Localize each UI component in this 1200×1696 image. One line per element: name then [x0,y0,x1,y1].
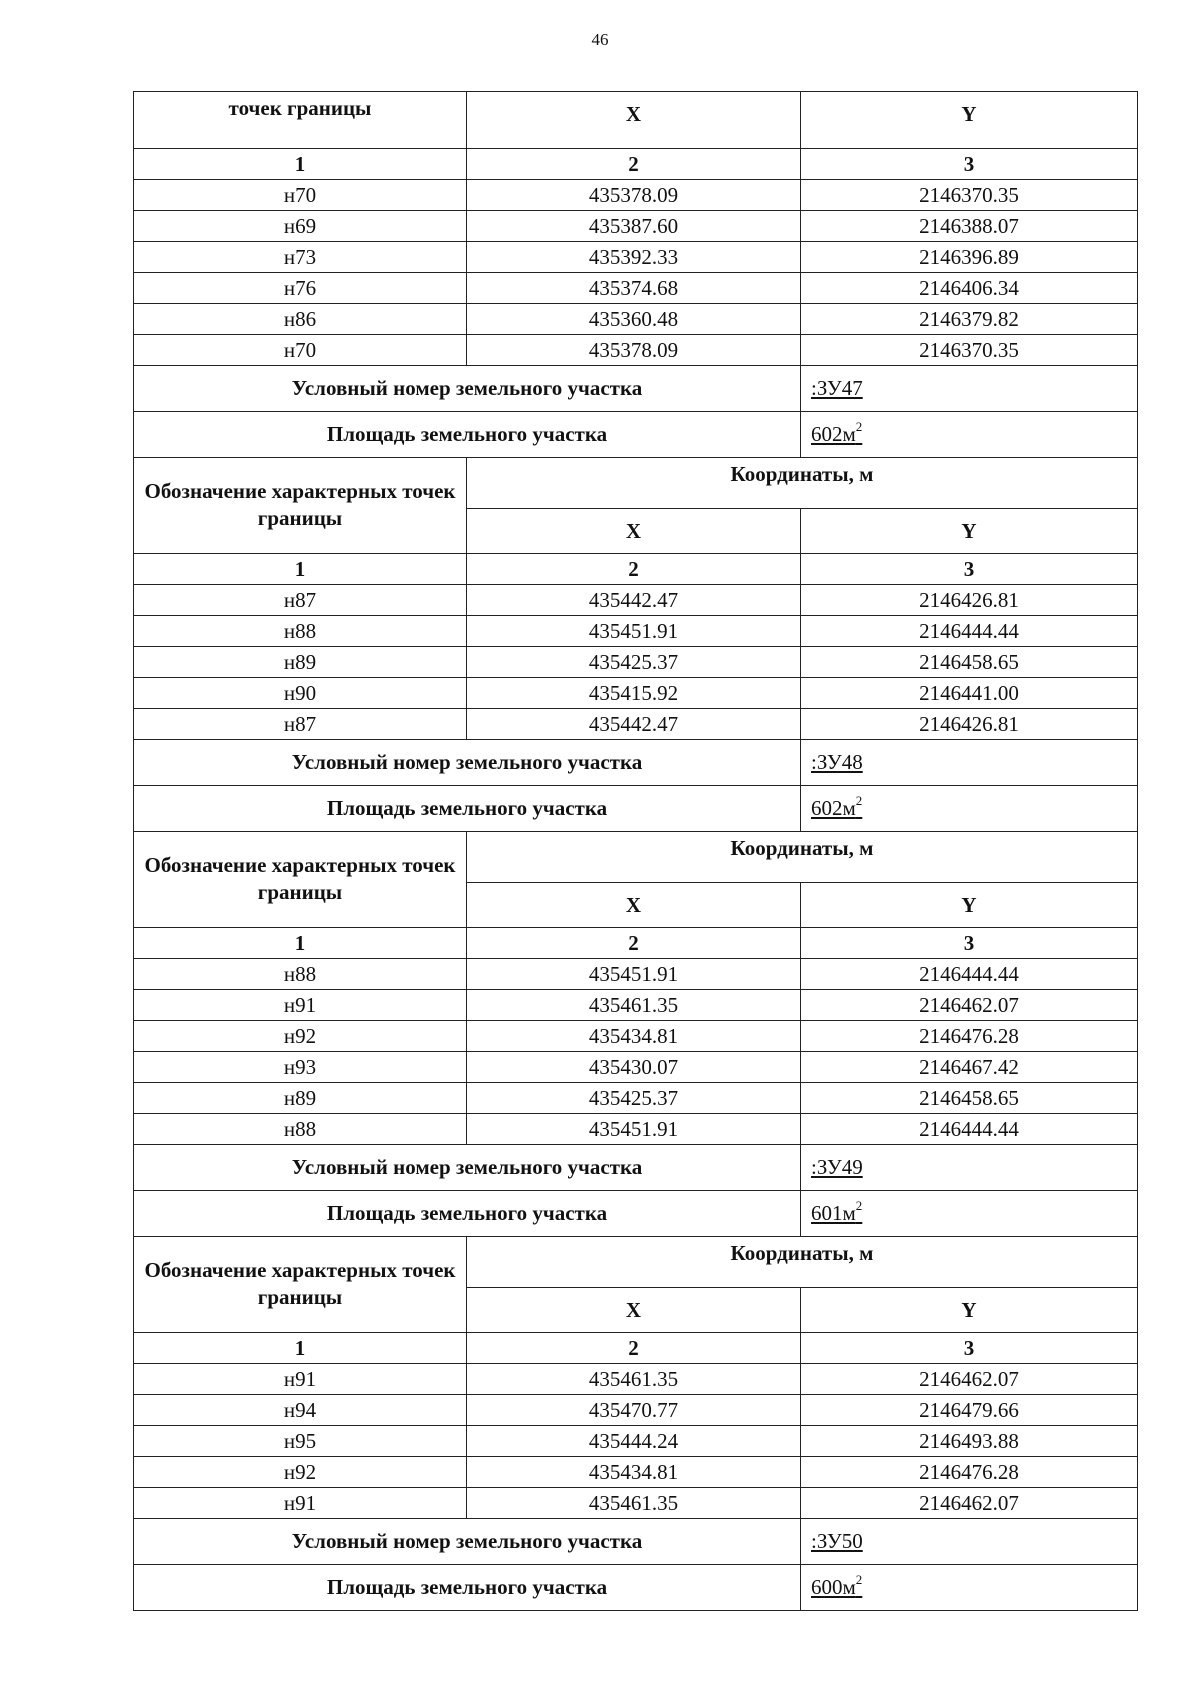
table-row [134,1364,1138,1395]
point-label: н87 [134,585,467,616]
coordinates-table [133,91,1138,1611]
table-row [134,211,1138,242]
y-coordinate: 2146379.82 [801,304,1138,335]
x-coordinate: 435425.37 [467,1083,801,1114]
point-label: н90 [134,678,467,709]
column-y-header: Y [801,92,1138,149]
table-header-row [134,458,1138,509]
table-row [134,1083,1138,1114]
point-label: н92 [134,1021,467,1052]
point-label: н91 [134,1364,467,1395]
coordinates-header: Координаты, м [467,832,1138,883]
y-coordinate: 2146441.00 [801,678,1138,709]
point-label: н70 [134,335,467,366]
x-coordinate: 435451.91 [467,1114,801,1145]
table-row [134,335,1138,366]
column-number: 2 [467,1333,801,1364]
area-unit: м [842,1575,856,1599]
y-coordinate: 2146467.42 [801,1052,1138,1083]
parcel-number: :ЗУ48 [811,750,863,774]
area-number: 602 [811,796,843,820]
header-label: Обозначение характерных точек границы [134,1237,467,1333]
x-coordinate: 435470.77 [467,1395,801,1426]
parcel-number-cell [801,1519,1138,1565]
x-coordinate: 435451.91 [467,959,801,990]
x-coordinate: 435461.35 [467,1488,801,1519]
column-number: 1 [134,149,467,180]
area-label: Площадь земельного участка [134,786,801,832]
table-header-row [134,92,1138,149]
x-coordinate: 435430.07 [467,1052,801,1083]
column-x-header: X [467,883,801,928]
point-label: н94 [134,1395,467,1426]
parcel-number-cell [801,1145,1138,1191]
x-coordinate: 435444.24 [467,1426,801,1457]
coordinates-header: Координаты, м [467,1237,1138,1288]
table-header-row [134,832,1138,883]
area-unit: м [842,796,856,820]
parcel-number-label: Условный номер земельного участка [134,1145,801,1191]
table-row [134,990,1138,1021]
area-cell [801,1565,1138,1611]
header-label: Обозначение характерных точек границы [134,458,467,554]
y-coordinate: 2146370.35 [801,335,1138,366]
table-row [134,647,1138,678]
column-number: 1 [134,1333,467,1364]
y-coordinate: 2146476.28 [801,1457,1138,1488]
table-row [134,585,1138,616]
table-row [134,709,1138,740]
point-label: н92 [134,1457,467,1488]
area-number: 601 [811,1201,843,1225]
point-label: н93 [134,1052,467,1083]
parcel-number-label: Условный номер земельного участка [134,740,801,786]
table-row [134,180,1138,211]
point-label: н70 [134,180,467,211]
x-coordinate: 435387.60 [467,211,801,242]
area-cell [801,1191,1138,1237]
area-unit-exponent: 2 [855,1198,863,1213]
table-row [134,1114,1138,1145]
parcel-number-row [134,366,1138,412]
area-number: 600 [811,1575,843,1599]
table-row [134,1021,1138,1052]
x-coordinate: 435392.33 [467,242,801,273]
y-coordinate: 2146458.65 [801,647,1138,678]
y-coordinate: 2146370.35 [801,180,1138,211]
x-coordinate: 435374.68 [467,273,801,304]
coordinates-document [133,91,1137,1611]
table-row [134,1426,1138,1457]
parcel-number-cell [801,740,1138,786]
page-number: 46 [591,30,609,49]
point-label: н88 [134,1114,467,1145]
area-value [811,1198,863,1225]
area-unit: м [842,1201,856,1225]
x-coordinate: 435461.35 [467,990,801,1021]
table-row [134,273,1138,304]
x-coordinate: 435378.09 [467,180,801,211]
table-row [134,616,1138,647]
area-unit-exponent: 2 [855,1572,863,1587]
y-coordinate: 2146406.34 [801,273,1138,304]
table-row [134,959,1138,990]
area-cell [801,786,1138,832]
area-value [811,1572,863,1599]
area-row [134,412,1138,458]
column-y-header: Y [801,883,1138,928]
table-row [134,1457,1138,1488]
column-number: 1 [134,928,467,959]
area-row [134,786,1138,832]
column-x-header: X [467,509,801,554]
area-unit-exponent: 2 [855,419,863,434]
point-label: н69 [134,211,467,242]
column-number: 2 [467,928,801,959]
coordinates-header: Координаты, м [467,458,1138,509]
point-label: н91 [134,990,467,1021]
column-x-header: X [467,1288,801,1333]
table-row [134,304,1138,335]
header-label-cont: точек границы [134,92,467,149]
area-label: Площадь земельного участка [134,1191,801,1237]
y-coordinate: 2146396.89 [801,242,1138,273]
column-number-row [134,1333,1138,1364]
area-label: Площадь земельного участка [134,1565,801,1611]
column-y-header: Y [801,1288,1138,1333]
table-row [134,1488,1138,1519]
x-coordinate: 435442.47 [467,585,801,616]
area-cell [801,412,1138,458]
parcel-number: :ЗУ50 [811,1529,863,1553]
column-number: 1 [134,554,467,585]
column-number: 2 [467,554,801,585]
y-coordinate: 2146493.88 [801,1426,1138,1457]
parcel-number-row [134,1145,1138,1191]
column-y-header: Y [801,509,1138,554]
point-label: н73 [134,242,467,273]
parcel-number-label: Условный номер земельного участка [134,1519,801,1565]
y-coordinate: 2146444.44 [801,616,1138,647]
point-label: н88 [134,616,467,647]
x-coordinate: 435442.47 [467,709,801,740]
y-coordinate: 2146458.65 [801,1083,1138,1114]
x-coordinate: 435360.48 [467,304,801,335]
x-coordinate: 435461.35 [467,1364,801,1395]
area-unit: м [842,422,856,446]
table-row [134,1395,1138,1426]
y-coordinate: 2146479.66 [801,1395,1138,1426]
y-coordinate: 2146462.07 [801,990,1138,1021]
parcel-number: :ЗУ47 [811,376,863,400]
x-coordinate: 435451.91 [467,616,801,647]
parcel-number-row [134,740,1138,786]
area-row [134,1565,1138,1611]
x-coordinate: 435434.81 [467,1021,801,1052]
header-label: Обозначение характерных точек границы [134,832,467,928]
area-unit-exponent: 2 [855,793,863,808]
area-value [811,419,863,446]
area-value [811,793,863,820]
column-number-row [134,149,1138,180]
area-label: Площадь земельного участка [134,412,801,458]
column-number-row [134,554,1138,585]
point-label: н95 [134,1426,467,1457]
y-coordinate: 2146426.81 [801,585,1138,616]
x-coordinate: 435415.92 [467,678,801,709]
point-label: н86 [134,304,467,335]
point-label: н76 [134,273,467,304]
point-label: н88 [134,959,467,990]
table-header-row [134,1237,1138,1288]
y-coordinate: 2146444.44 [801,1114,1138,1145]
point-label: н89 [134,647,467,678]
column-number: 3 [801,149,1138,180]
column-number: 2 [467,149,801,180]
y-coordinate: 2146462.07 [801,1364,1138,1395]
point-label: н91 [134,1488,467,1519]
parcel-number: :ЗУ49 [811,1155,863,1179]
area-number: 602 [811,422,843,446]
x-coordinate: 435425.37 [467,647,801,678]
column-number: 3 [801,554,1138,585]
table-row [134,678,1138,709]
parcel-number-label: Условный номер земельного участка [134,366,801,412]
y-coordinate: 2146462.07 [801,1488,1138,1519]
y-coordinate: 2146476.28 [801,1021,1138,1052]
column-number: 3 [801,1333,1138,1364]
parcel-number-cell [801,366,1138,412]
point-label: н89 [134,1083,467,1114]
column-x-header: X [467,92,801,149]
table-row [134,242,1138,273]
x-coordinate: 435378.09 [467,335,801,366]
table-row [134,1052,1138,1083]
column-number-row [134,928,1138,959]
x-coordinate: 435434.81 [467,1457,801,1488]
point-label: н87 [134,709,467,740]
parcel-number-row [134,1519,1138,1565]
area-row [134,1191,1138,1237]
y-coordinate: 2146444.44 [801,959,1138,990]
column-number: 3 [801,928,1138,959]
y-coordinate: 2146388.07 [801,211,1138,242]
y-coordinate: 2146426.81 [801,709,1138,740]
